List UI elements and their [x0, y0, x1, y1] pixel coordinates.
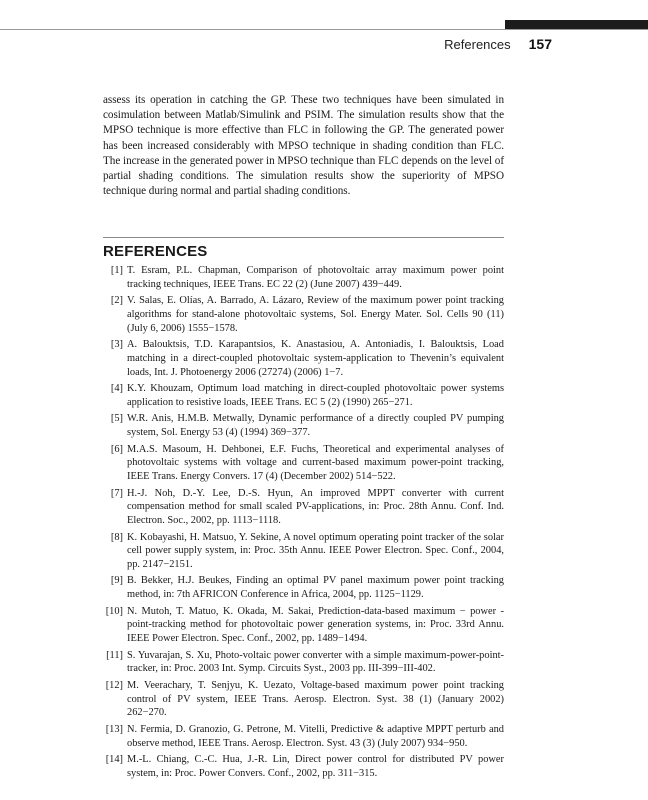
reference-item [103, 605, 504, 646]
reference-text: T. Esram, P.L. Chapman, Comparison of photovoltaic array maximum power point tracking techniques, IEEE Trans. EC 22 (2) (June 2007) 439−449. [127, 265, 504, 290]
reference-item [103, 531, 504, 572]
page-number: 157 [528, 36, 552, 52]
reference-text: N. Mutoh, T. Matuo, K. Okada, M. Sakai, Prediction-data-based maximum − power - point-tracking method for photovoltaic power generation systems, in: Proc. 33rd Annu. IEEE Power Electron. Spec. Conf., 2002, pp. 1489−1494. [127, 605, 504, 645]
body-paragraph: assess its operation in catching the GP. These two techniques have been simulated in cosimulation between Matlab/Simulink and PSIM. The simulation results show that the MPSO technique is more effective than FLC in following the GP. The generated power has been increased considerably with MPSO technique in shading condition than FLC. The increase in the generated power in MPSO technique than FLC depends on the level of partial shading conditions. The simulation results show the superiority of MPSO technique during normal and partial shading conditions. [103, 94, 504, 198]
reference-item [103, 382, 504, 410]
reference-item [103, 412, 504, 440]
reference-item [103, 679, 504, 720]
section-rule [103, 237, 504, 238]
reference-number: [6] [110, 443, 123, 455]
reference-number: [12] [105, 679, 123, 691]
reference-number: [4] [110, 383, 123, 395]
reference-number: [8] [110, 531, 123, 543]
reference-item [103, 338, 504, 379]
reference-text: N. Fermia, D. Granozio, G. Petrone, M. Vitelli, Predictive & adaptive MPPT perturb and observe method, IEEE Trans. Aerosp. Electron. Syst. 43 (3) (July 2007) 934−950. [127, 723, 504, 749]
reference-item [103, 723, 504, 751]
running-title: References [444, 37, 511, 52]
reference-text: H.-J. Noh, D.-Y. Lee, D.-S. Hyun, An improved MPPT converter with current compensation method for small scaled PV-applications, in: Proc. 28th Annu. Conf. Ind. Electron. Soc., 2002, pp. 1113−1118. [127, 487, 504, 527]
reference-number: [14] [105, 754, 123, 766]
reference-number: [5] [110, 413, 123, 425]
reference-number: [3] [110, 339, 123, 351]
reference-number: [13] [105, 723, 123, 735]
header-rule [0, 29, 648, 30]
running-head [444, 36, 552, 52]
reference-number: [7] [110, 487, 123, 499]
reference-text: M. Veerachary, T. Senjyu, K. Uezato, Voltage-based maximum power point tracking control of PV system, IEEE Trans. Aerosp. Electron. Syst. 38 (1) (January 2002) 262−270. [127, 679, 504, 719]
reference-item [103, 574, 504, 602]
reference-list [103, 264, 504, 783]
reference-number: [11] [106, 649, 123, 661]
reference-text: V. Salas, E. Olías, A. Barrado, A. Lázaro, Review of the maximum power point tracking algorithms for stand-alone photovoltaic systems, Sol. Energy Mater. Sol. Cells 90 (11) (July 6, 2006) 1555−1578. [127, 295, 504, 334]
reference-text: B. Bekker, H.J. Beukes, Finding an optimal PV panel maximum power point tracking method, in: 7th AFRICON Conference in Africa, 2004, pp. 1125−1129. [127, 575, 504, 601]
reference-text: S. Yuvarajan, S. Xu, Photo-voltaic power converter with a simple maximum-power-point-tracker, in: Proc. 2003 Int. Symp. Circuits Syst., 2003 pp. III-399−III-402. [127, 649, 504, 675]
reference-item [103, 487, 504, 528]
reference-number: [1] [110, 265, 123, 276]
reference-text: A. Balouktsis, T.D. Karapantsios, K. Anastasiou, A. Antoniadis, I. Balouktsis, Load matching in a direct-coupled photovoltaic system-application to Thevenin’s equivalent loads, Int. J. Photoenergy 2006 (27274) (2006) 1−7. [127, 339, 504, 378]
reference-item [103, 264, 504, 292]
reference-text: M.-L. Chiang, C.-C. Hua, J.-R. Lin, Direct power control for distributed PV power system, in: Proc. Power Convers. Conf., 2002, pp. 311−315. [127, 754, 504, 779]
reference-item [103, 443, 504, 484]
reference-text: K.Y. Khouzam, Optimum load matching in direct-coupled photovoltaic power systems application to resistive loads, IEEE Trans. EC 5 (2) (1990) 265−271. [127, 383, 504, 408]
reference-item [103, 294, 504, 335]
reference-number: [9] [110, 575, 123, 587]
reference-number: [10] [105, 605, 123, 617]
reference-item [103, 753, 504, 781]
reference-text: M.A.S. Masoum, H. Dehbonei, E.F. Fuchs, Theoretical and experimental analyses of photovoltaic systems with voltage and current-based maximum power-point tracking, IEEE Trans. Energy Convers. 17 (4) (December 2002) 514−522. [127, 443, 504, 483]
reference-item [103, 649, 504, 677]
reference-number: [2] [110, 295, 123, 307]
reference-text: W.R. Anis, H.M.B. Metwally, Dynamic performance of a directly coupled PV pumping system, Sol. Energy 53 (4) (1994) 369−377. [127, 413, 504, 439]
reference-text: K. Kobayashi, H. Matsuo, Y. Sekine, A novel optimum operating point tracker of the solar cell power supply system, in: Proc. 35th Annu. IEEE Power Electron. Spec. Conf., 2004, pp. 2147−2151. [127, 531, 504, 571]
references-heading: REFERENCES [103, 243, 208, 260]
